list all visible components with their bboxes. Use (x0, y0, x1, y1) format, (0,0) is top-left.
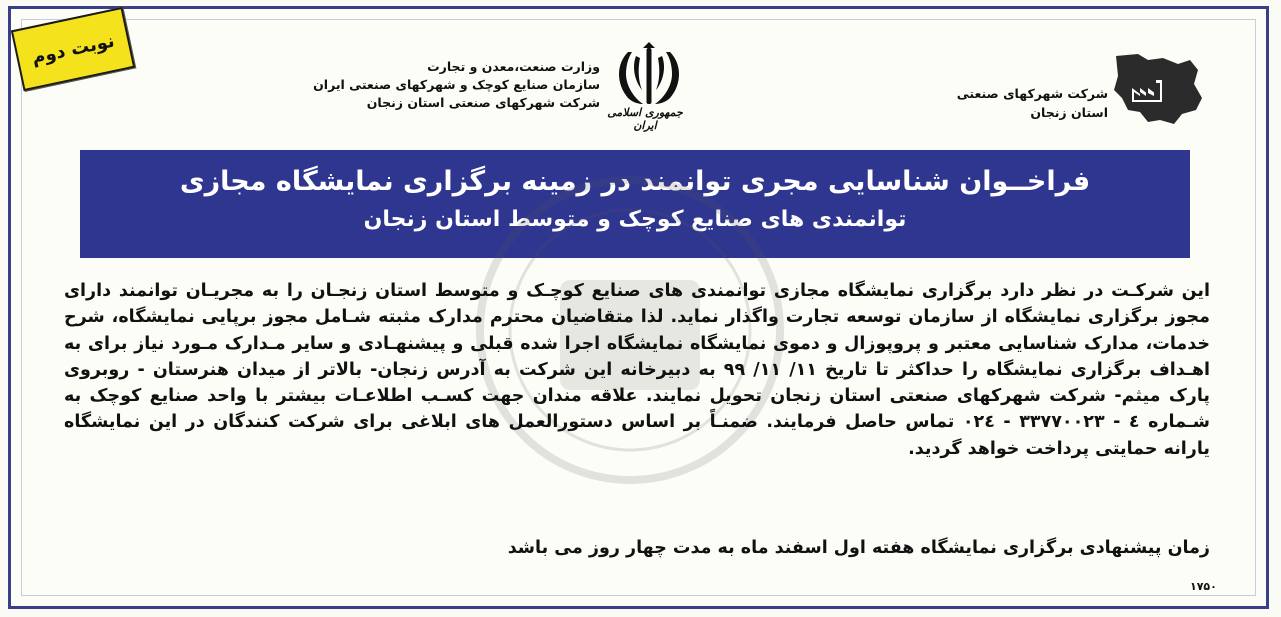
company-line-2: استان زنجان (1030, 105, 1108, 120)
company-line-1: شرکت شهرکهای صنعتی (956, 86, 1108, 101)
ministry-header (300, 58, 600, 112)
announcement-body (64, 278, 1210, 462)
title-banner (80, 150, 1190, 258)
industrial-estates-logo-icon (1108, 50, 1206, 128)
sub-title: توانمندی های صنایع کوچک و متوسط استان زنجان (363, 207, 907, 232)
ministry-line-2: سازمان صنایع کوچک و شهرکهای صنعتی ایران (313, 77, 600, 92)
proposed-schedule: زمان پیشنهادی برگزاری نمایشگاه هفته اول اسفند ماه به مدت چهار روز می باشد (507, 538, 1210, 558)
ad-code: ۱۷۵۰ (1190, 580, 1217, 593)
company-header (930, 84, 1108, 122)
emblem-caption: جمهوری اسلامی ایران (607, 106, 683, 132)
round-badge: نوبت دوم (11, 7, 135, 91)
announcement-paragraph: این شرکـت در نظر دارد برگزاری نمایشگاه مجازی توانمندی های صنایع کوچـک و متوسط استان زنجـان را به مجریـان توانمند دارای مجوز برگزاری نمایشگاه از سازمان توسعه تجارت واگذار نماید. لذا متقاضیان محترم مدارک مثبته شـامل مجوز برپایی نمایشگاه، شرح خدمات، مدارک شناسایی معتبر و پروپوزال و دموی نمایشگاه نمایشگاه اجرا شده قبلی و پیشنهـادی و سایر مـدارک مـورد نیاز برای به اهـداف برگزاری نمایشگاه را حداکثر تا تاریخ ۱۱/ ۱۱/ ۹۹ به دبیرخانه این شرکت به آدرس زنجان- بالاتر از میدان هنرستان - روبروی پارک میثم- شرکت شهرکهای صنعتی استان زنجان تحویل نمایند. علاقه مندان جهت کسـب اطلاعـات بیشتر با واحد صنایع کوچک به شـماره ٤ - ۳۳۷۷۰۰۲۳ - ۰۲٤ تماس حاصل فرمایند. ضمنـاً بر اساس دستورالعمل های ابلاغی برای شرکت کنندگان در این نمایشگاه یارانه حمایتی پرداخت خواهد گردید. (64, 281, 1210, 459)
ministry-line-3: شرکت شهرکهای صنعتی استان زنجان (366, 95, 600, 110)
ministry-line-1: وزارت صنعت،معدن و تجارت (427, 59, 600, 74)
main-title: فراخــوان شناسایی مجری توانمند در زمینه برگزاری نمایشگاه مجازی (179, 166, 1091, 197)
